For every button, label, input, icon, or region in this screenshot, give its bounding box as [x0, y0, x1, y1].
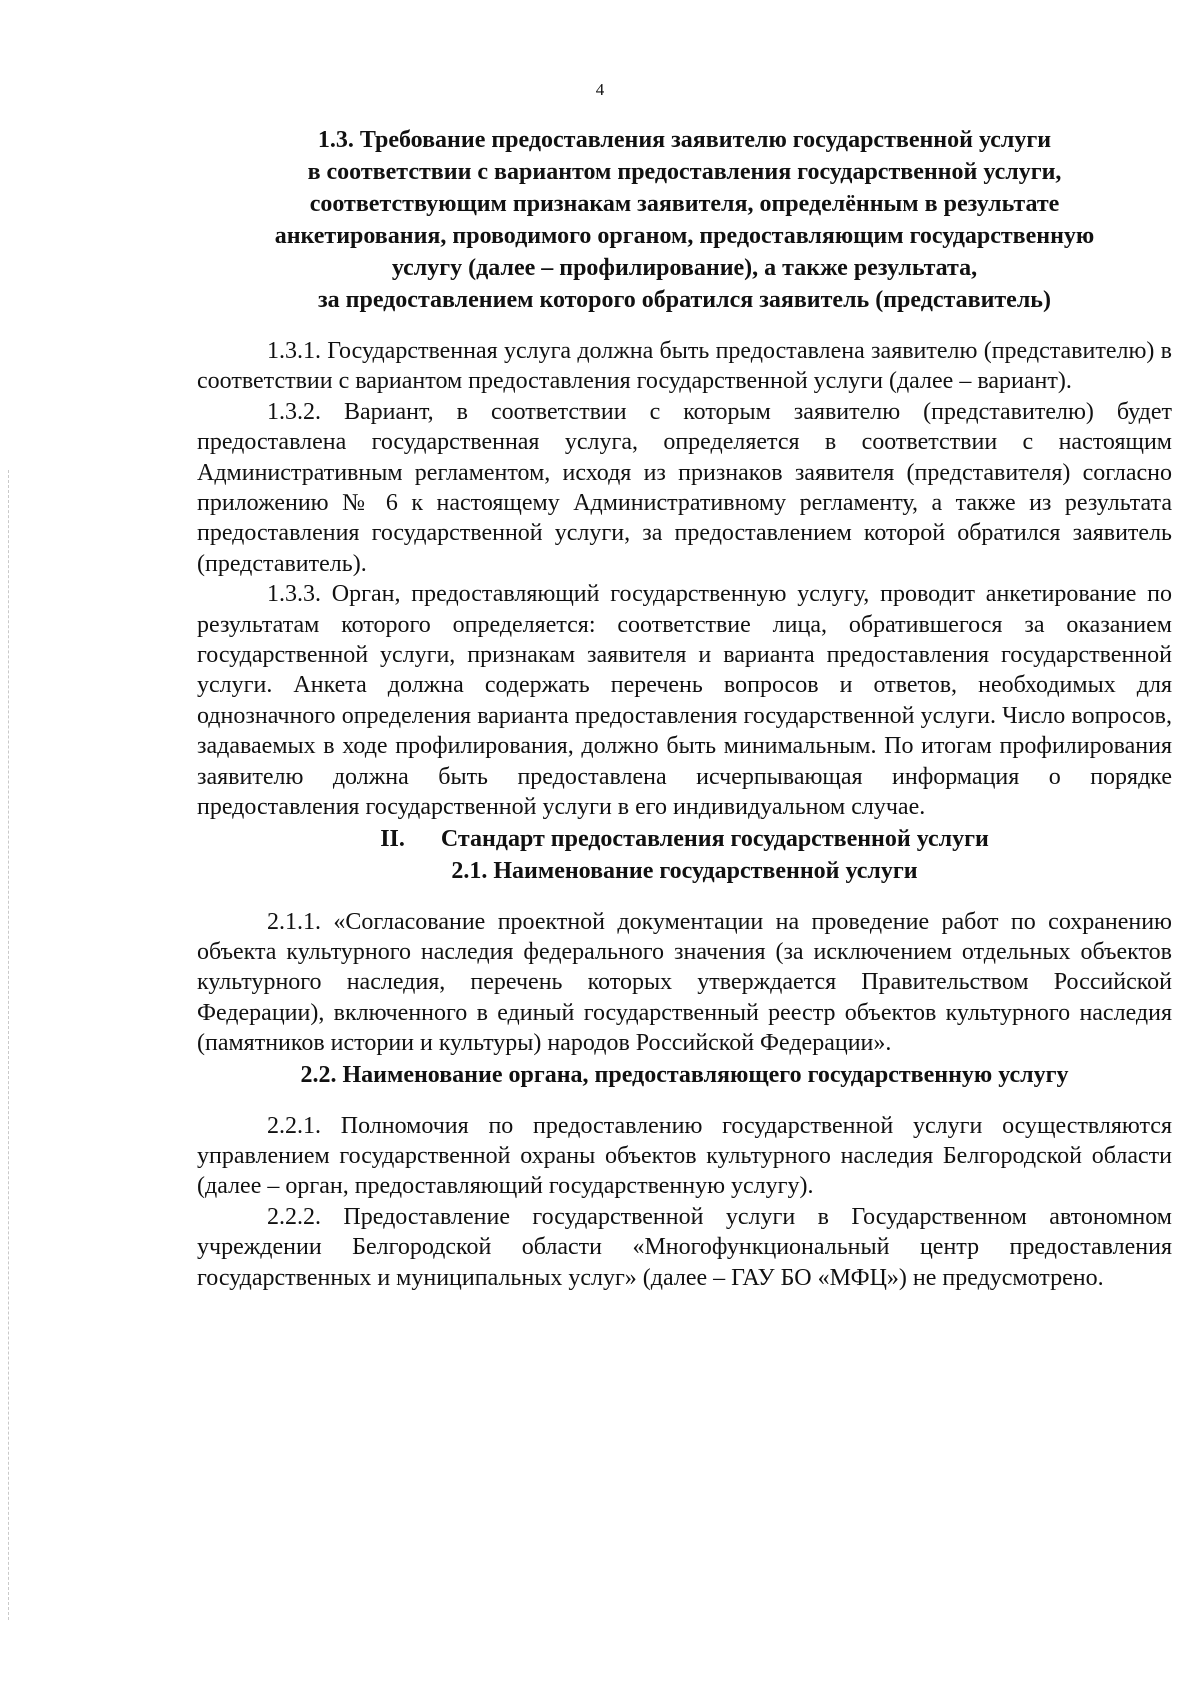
- scan-edge-line: [8, 470, 9, 1620]
- section-2-title-text: Стандарт предоставления государственной услуги: [440, 825, 989, 852]
- heading-line: услугу (далее – профилирование), а также результата,: [391, 255, 978, 281]
- heading-2-1: 2.1. Наименование государственной услуги: [451, 857, 918, 884]
- heading-line: анкетирования, проводимого органом, предоставляющим государственную: [274, 223, 1095, 249]
- paragraph-1-3-3: 1.3.3. Орган, предоставляющий государственную услугу, проводит анкетирование по результатам которого определяется: соответствие лица, обратившегося за оказанием государственной услуги, признакам заявителя и варианта предоставления государственной услуги. Анкета должна содержать перечень вопросов и ответов, необходимых для однозначного определения варианта предоставления государственной услуги. Число вопросов, задаваемых в ходе профилирования, должно быть минимальным. По итогам профилирования заявителю должна быть предоставлена исчерпывающая информация о порядке предоставления государственной услуги в его индивидуальном случае.: [197, 581, 1172, 821]
- section-2-number: II.: [380, 825, 405, 852]
- heading-line: в соответствии с вариантом предоставления государственной услуги,: [307, 159, 1062, 185]
- page-number: 4: [595, 80, 605, 99]
- paragraph-2-2-2: 2.2.2. Предоставление государственной услуги в Государственном автономном учреждении Белгородской области «Многофункциональный центр предоставления государственных и муниципальных услуг» (далее – ГАУ БО «МФЦ») не предусмотрено.: [197, 1203, 1172, 1291]
- heading-line: соответствующим признакам заявителя, определённым в результате: [309, 191, 1060, 217]
- paragraph-1-3-2: 1.3.2. Вариант, в соответствии с которым заявителю (представителю) будет предоставлена государственная услуга, определяется в соответствии с настоящим Административным регламентом, исходя из признаков заявителя (представителя) согласно приложению № 6 к настоящему Административному регламенту, а также из результата предоставления государственной услуги, за предоставлением которой обратился заявитель (представитель).: [197, 398, 1172, 577]
- paragraph-1-3-1: 1.3.1. Государственная услуга должна быть предоставлена заявителю (представителю) в соответствии с вариантом предоставления государственной услуги (далее – вариант).: [197, 338, 1172, 395]
- paragraph-2-2-1: 2.2.1. Полномочия по предоставлению государственной услуги осуществляются управлением государственной охраны объектов культурного наследия Белгородской области (далее – орган, предоставляющий государственную услугу).: [197, 1112, 1172, 1200]
- heading-line: за предоставлением которого обратился заявитель (представитель): [318, 287, 1051, 313]
- heading-2-2: 2.2. Наименование органа, предоставляющего государственную услугу: [300, 1061, 1069, 1088]
- paragraph-2-1-1: 2.1.1. «Согласование проектной документации на проведение работ по сохранению объекта культурного наследия федерального значения (за исключением отдельных объектов культурного наследия, перечень которых утверждается Правительством Российской Федерации), включенного в единый государственный реестр объектов культурного наследия (памятников истории и культуры) народов Российской Федерации».: [197, 908, 1172, 1057]
- document-body: [197, 124, 1172, 1293]
- heading-1-3: [157, 124, 1200, 316]
- heading-line: 1.3. Требование предоставления заявителю государственной услуги: [317, 127, 1052, 153]
- section-2-title: [197, 823, 1172, 855]
